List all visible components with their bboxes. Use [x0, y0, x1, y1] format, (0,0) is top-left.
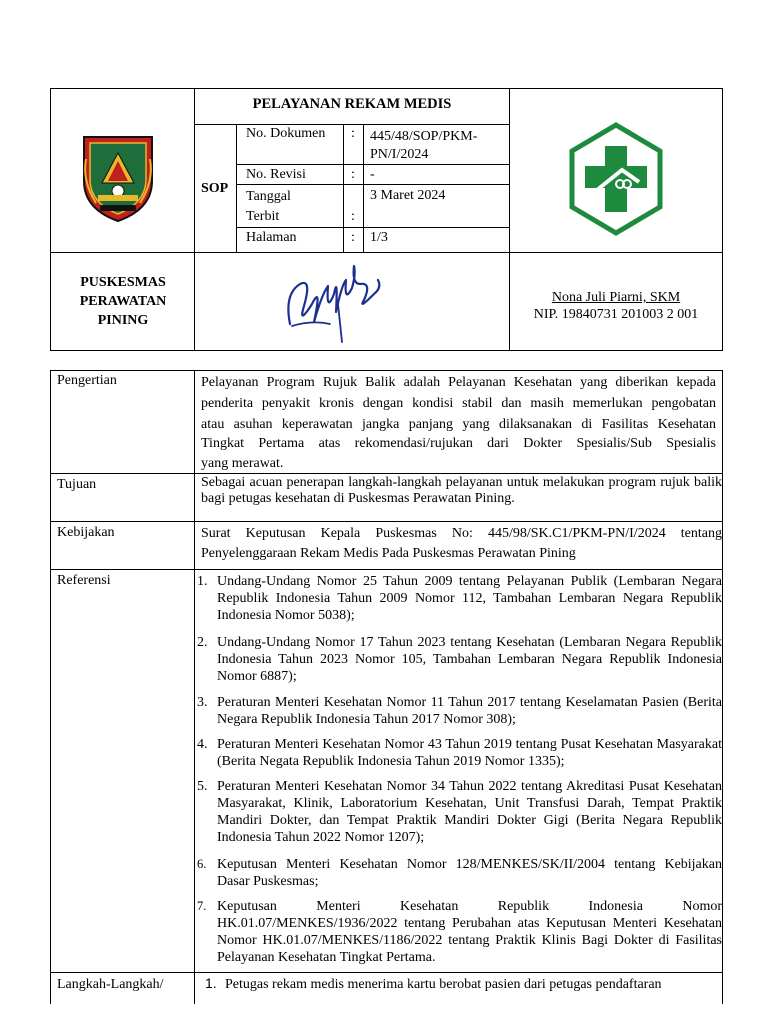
list-item-number: 6.	[197, 857, 207, 871]
page-title: PELAYANAN REKAM MEDIS	[252, 96, 452, 112]
label-kebijakan: Kebijakan	[57, 525, 115, 540]
field-value-halaman: 1/3	[370, 230, 388, 245]
field-value-no-dokumen: 445/48/SOP/PKM-PN/I/2024	[370, 129, 478, 162]
list-item-text: Peraturan Menteri Kesehatan Nomor 43 Tahun 2019 tentang Pusat Kesehatan Masyarakat (Berita Negata Republik Indonesia Tahun 2019 Nomor 1335);	[217, 737, 722, 769]
sop-label: SOP	[201, 181, 229, 196]
list-item-number: 2.	[197, 635, 208, 650]
signer-name: Nona Juli Piarni, SKM	[551, 290, 681, 305]
label-pengertian: Pengertian	[57, 373, 117, 388]
gayo-lues-emblem	[78, 131, 158, 223]
pengertian-line: yang merawat.	[201, 456, 284, 471]
field-label-halaman: Halaman	[246, 230, 297, 245]
field-label-tanggal-terbit: Tanggal Terbit	[246, 189, 291, 224]
kebijakan-text: Surat Keputusan Kepala Puskesmas No: 445/98/SK.C1/PKM-PN/I/2024 tentang Penyelenggaraan Rekam Medis Pada Puskesmas Perawatan Pining	[201, 526, 722, 561]
list-item-number: 3.	[197, 695, 208, 710]
pengertian-line: Tingkat Pertama atas rekomendasi/rujukan dari Dokter Spesialis/Sub Spesialis	[201, 436, 716, 451]
list-item-text: Keputusan Menteri Kesehatan Republik Indonesia Nomor HK.01.07/MENKES/1936/2022 tentang Perubahan atas Keputusan Menteri Kesehatan Nomor HK.01.07/MENKES/1186/2022 tentang Praktik Klinis Bagi Dokter di Fasilitas Pelayanan Kesehatan Tingkat Pertama.	[217, 899, 722, 965]
list-item-text: Undang-Undang Nomor 25 Tahun 2009 tentang Pelayanan Publik (Lembaran Negara Republik Indonesia Tahun 2009 Nomor 112, Tambahan Lembaran Negara Republik Indonesia Nomor 5038);	[217, 574, 722, 623]
pengertian-line: penderita penyakit kronis dengan kondisi stabil dan masih memerlukan pengobatan	[201, 396, 716, 411]
list-item-number: 7.	[197, 899, 207, 913]
list-item-text: Petugas rekam medis menerima kartu berobat pasien dari petugas pendaftaran	[225, 977, 662, 992]
list-item	[197, 736, 722, 770]
label-tujuan: Tujuan	[57, 477, 97, 492]
label-langkah: Langkah-Langkah/	[57, 977, 164, 992]
field-label-no-dokumen: No. Dokumen	[246, 126, 326, 141]
list-item-number: 1.	[197, 574, 208, 589]
signer-nip: NIP. 19840731 201003 2 001	[533, 307, 699, 322]
list-item-number: 4.	[197, 737, 208, 752]
list-item-number: 1.	[205, 975, 217, 991]
list-item	[197, 634, 722, 685]
label-referensi: Referensi	[57, 573, 111, 588]
list-item-number: 5.	[197, 779, 208, 794]
field-colon: :	[351, 167, 355, 182]
tujuan-text: Sebagai acuan penerapan langkah-langkah pelayanan untuk melakukan program rujuk balik bagi petugas kesehatan di Puskesmas Perawatan Pining.	[201, 475, 722, 506]
list-item	[197, 573, 722, 624]
list-item	[197, 898, 722, 966]
signature	[282, 254, 390, 346]
puskesmas-cross-icon	[567, 122, 665, 236]
field-colon: :	[351, 126, 355, 141]
field-value-no-revisi: -	[370, 167, 375, 182]
list-item-text: Undang-Undang Nomor 17 Tahun 2023 tentang Kesehatan (Lembaran Negara Republik Indonesia Tahun 2023 Nomor 105, Tambahan Lembaran Negara Republik Indonesia Nomor 6887);	[217, 635, 722, 684]
signature-icon	[282, 254, 390, 346]
list-item-text: Peraturan Menteri Kesehatan Nomor 34 Tahun 2022 tentang Akreditasi Pusat Kesehatan Masyarakat, Klinik, Laboratorium Kesehatan, Unit Transfusi Darah, Tempat Praktik Mandiri Dokter, dan Tempat Praktik Mandiri Dokter Gigi (Berita Negara Republik Indonesia Tahun 2022 Nomor 1207);	[217, 779, 722, 845]
field-label-no-revisi: No. Revisi	[246, 167, 306, 182]
list-item	[197, 694, 722, 728]
org-name: PUSKESMAS PERAWATAN PINING	[79, 275, 167, 328]
field-value-tanggal-terbit: 3 Maret 2024	[370, 188, 446, 203]
list-item-text: Peraturan Menteri Kesehatan Nomor 11 Tahun 2017 tentang Keselamatan Pasien (Berita Negara Republik Indonesia Tahun 2017 Nomor 308);	[217, 695, 722, 727]
puskesmas-logo	[567, 122, 665, 236]
field-colon: :	[351, 209, 355, 224]
list-item	[197, 856, 722, 890]
pengertian-line: atau asuhan keperawatan jangka panjang yang dilaksanakan di Fasilitas Kesehatan	[201, 417, 716, 432]
field-colon: :	[351, 230, 355, 245]
list-item	[197, 778, 722, 846]
shield-icon	[78, 131, 158, 223]
pengertian-line: Pelayanan Program Rujuk Balik adalah Pelayanan Kesehatan yang diberikan kepada	[201, 375, 716, 390]
list-item-text: Keputusan Menteri Kesehatan Nomor 128/MENKES/SK/II/2004 tentang Kebijakan Dasar Puskesmas;	[217, 857, 722, 889]
